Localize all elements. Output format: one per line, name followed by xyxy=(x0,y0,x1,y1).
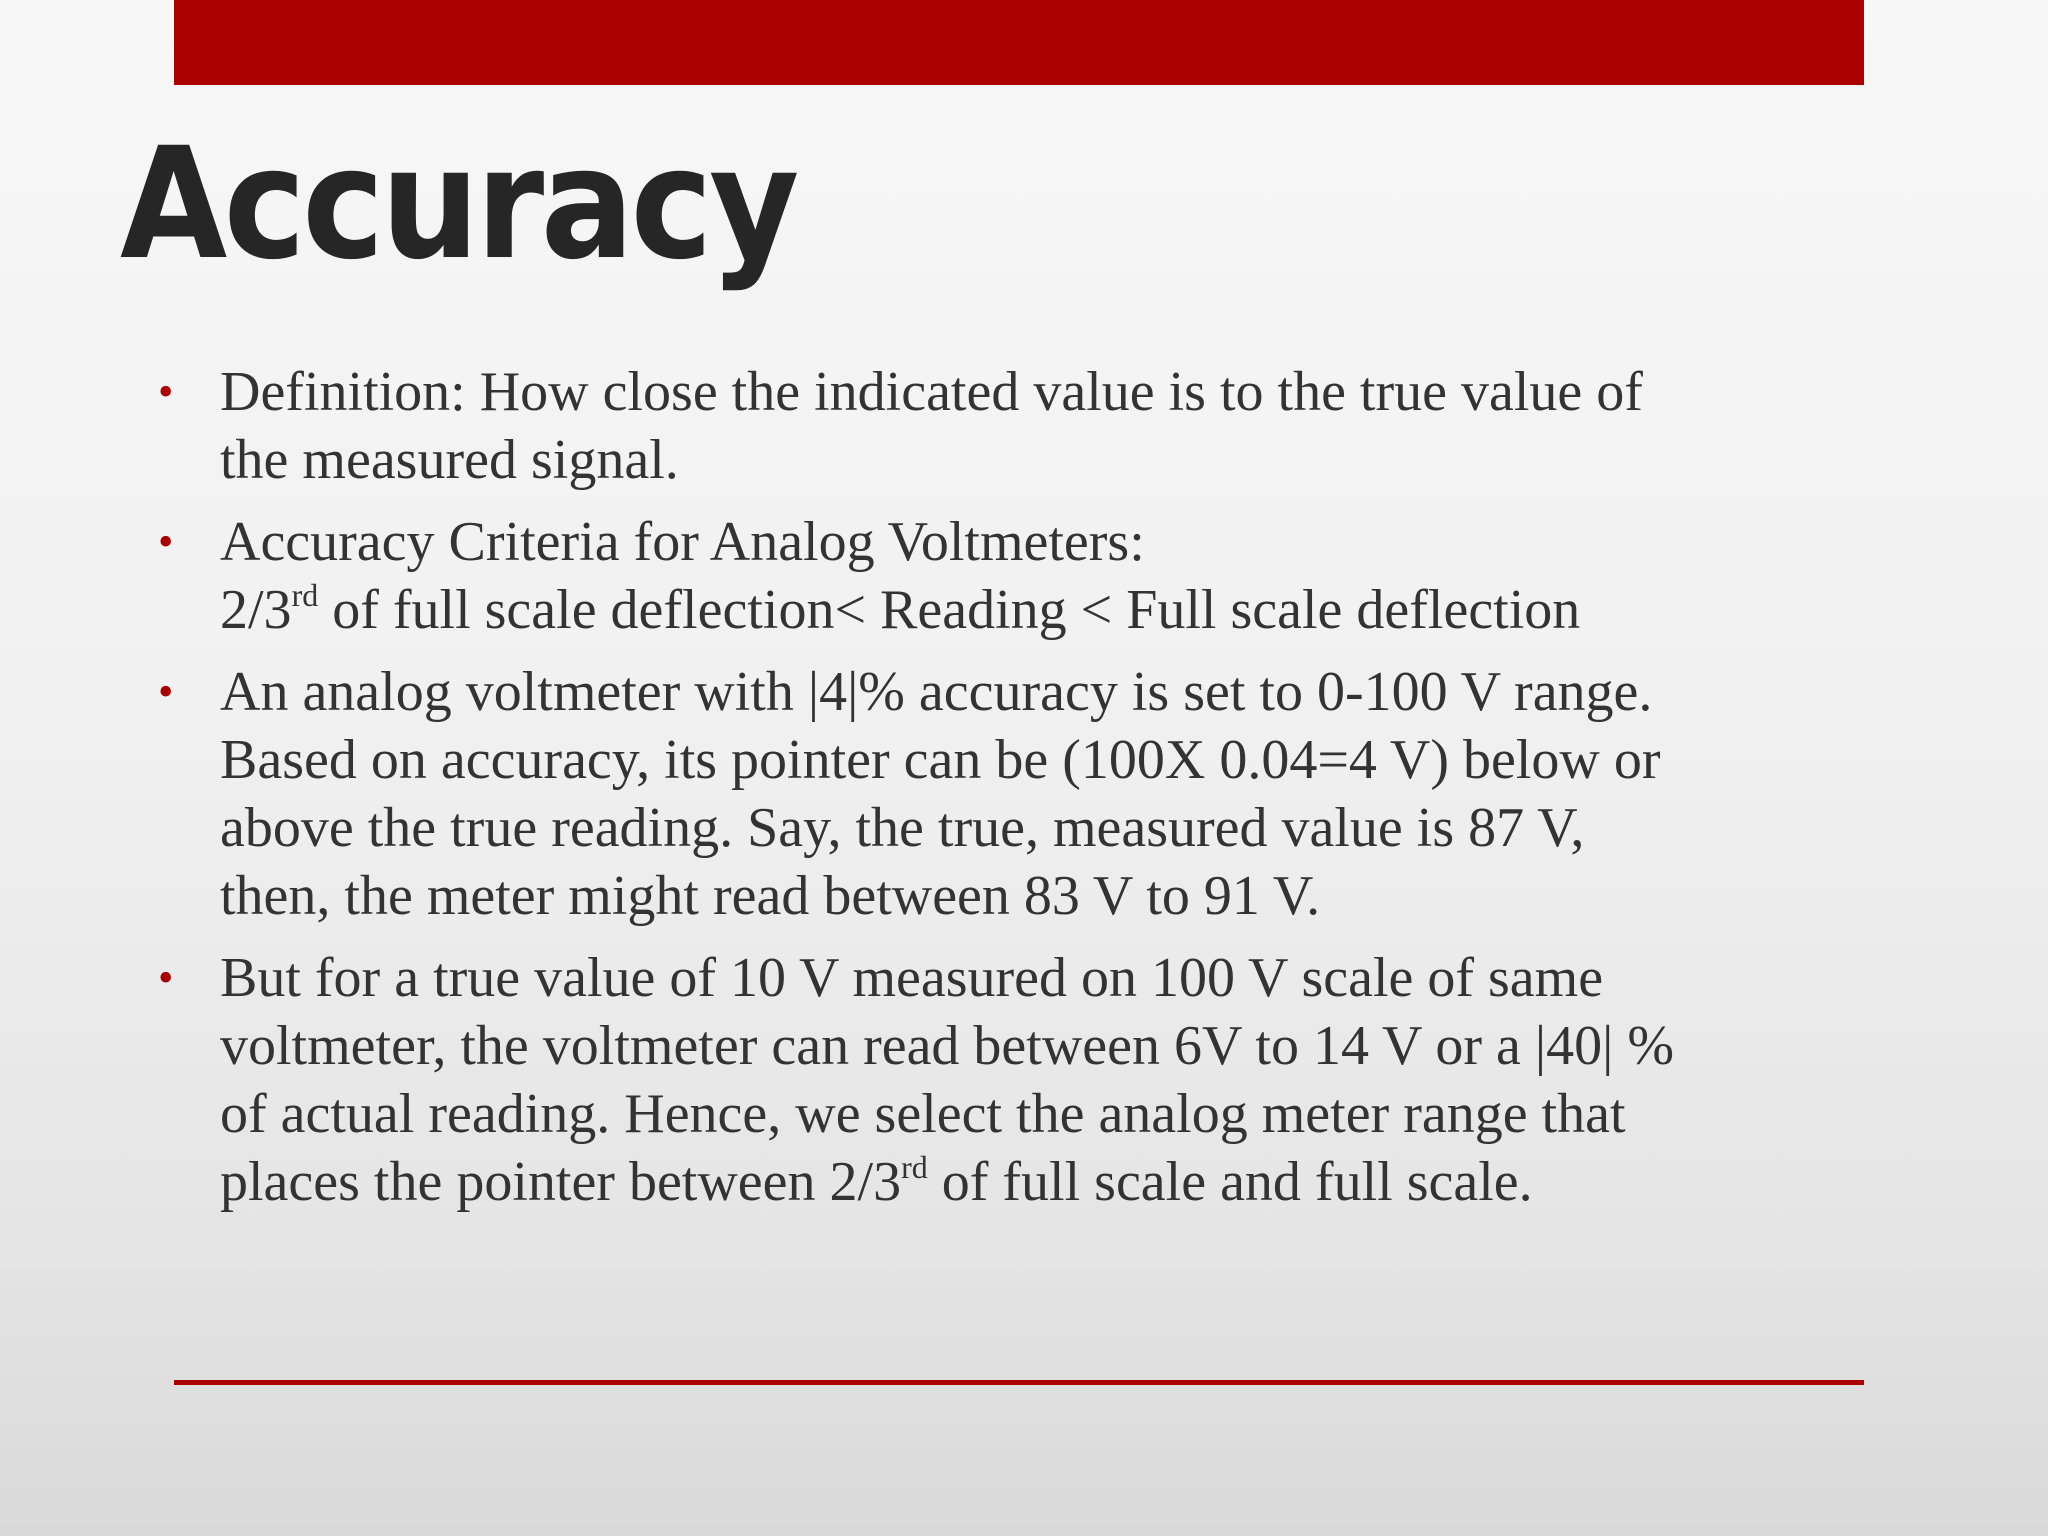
bullet-item-example-10v xyxy=(150,944,1870,1216)
bullet-text-line: above the true reading. Say, the true, measured value is 87 V, xyxy=(220,797,1585,859)
pointer-text: places the pointer between 2/3 xyxy=(220,1151,902,1213)
bullet-text-line: Definition: How close the indicated value is to the true value of xyxy=(220,361,1643,423)
bullet-item-example-87v xyxy=(150,658,1870,930)
bullet-item-criteria xyxy=(150,508,1870,644)
bullet-text-line: of actual reading. Hence, we select the analog meter range that xyxy=(220,1083,1626,1145)
bullet-icon: • xyxy=(158,517,174,566)
bullet-list xyxy=(150,358,1870,1230)
top-accent-bar xyxy=(174,0,1864,85)
bullet-icon: • xyxy=(158,367,174,416)
bullet-text-line: An analog voltmeter with |4|% accuracy is set to 0-100 V range. xyxy=(220,661,1653,723)
bottom-accent-line xyxy=(174,1380,1864,1385)
bullet-item-definition xyxy=(150,358,1870,494)
bullet-icon: • xyxy=(158,667,174,716)
superscript-text: rd xyxy=(901,1149,928,1185)
bullet-text-line: Based on accuracy, its pointer can be (100X 0.04=4 V) below or xyxy=(220,729,1661,791)
bullet-text-line xyxy=(220,1148,1870,1216)
slide-title: Accuracy xyxy=(120,115,796,294)
fraction-text: 2/3 xyxy=(220,579,292,641)
bullet-text-line: voltmeter, the voltmeter can read between 6V to 14 V or a |40| % xyxy=(220,1015,1674,1077)
bullet-text-line xyxy=(220,576,1870,644)
bullet-text-line: then, the meter might read between 83 V to 91 V. xyxy=(220,865,1321,927)
criteria-text: of full scale deflection< Reading < Full scale deflection xyxy=(318,579,1581,641)
scale-text: of full scale and full scale. xyxy=(927,1151,1533,1213)
bullet-text-line: Accuracy Criteria for Analog Voltmeters: xyxy=(220,511,1145,573)
bullet-text-line: But for a true value of 10 V measured on 100 V scale of same xyxy=(220,947,1604,1009)
bullet-text-line: the measured signal. xyxy=(220,429,679,491)
bullet-icon: • xyxy=(158,953,174,1002)
superscript-text: rd xyxy=(291,577,319,613)
